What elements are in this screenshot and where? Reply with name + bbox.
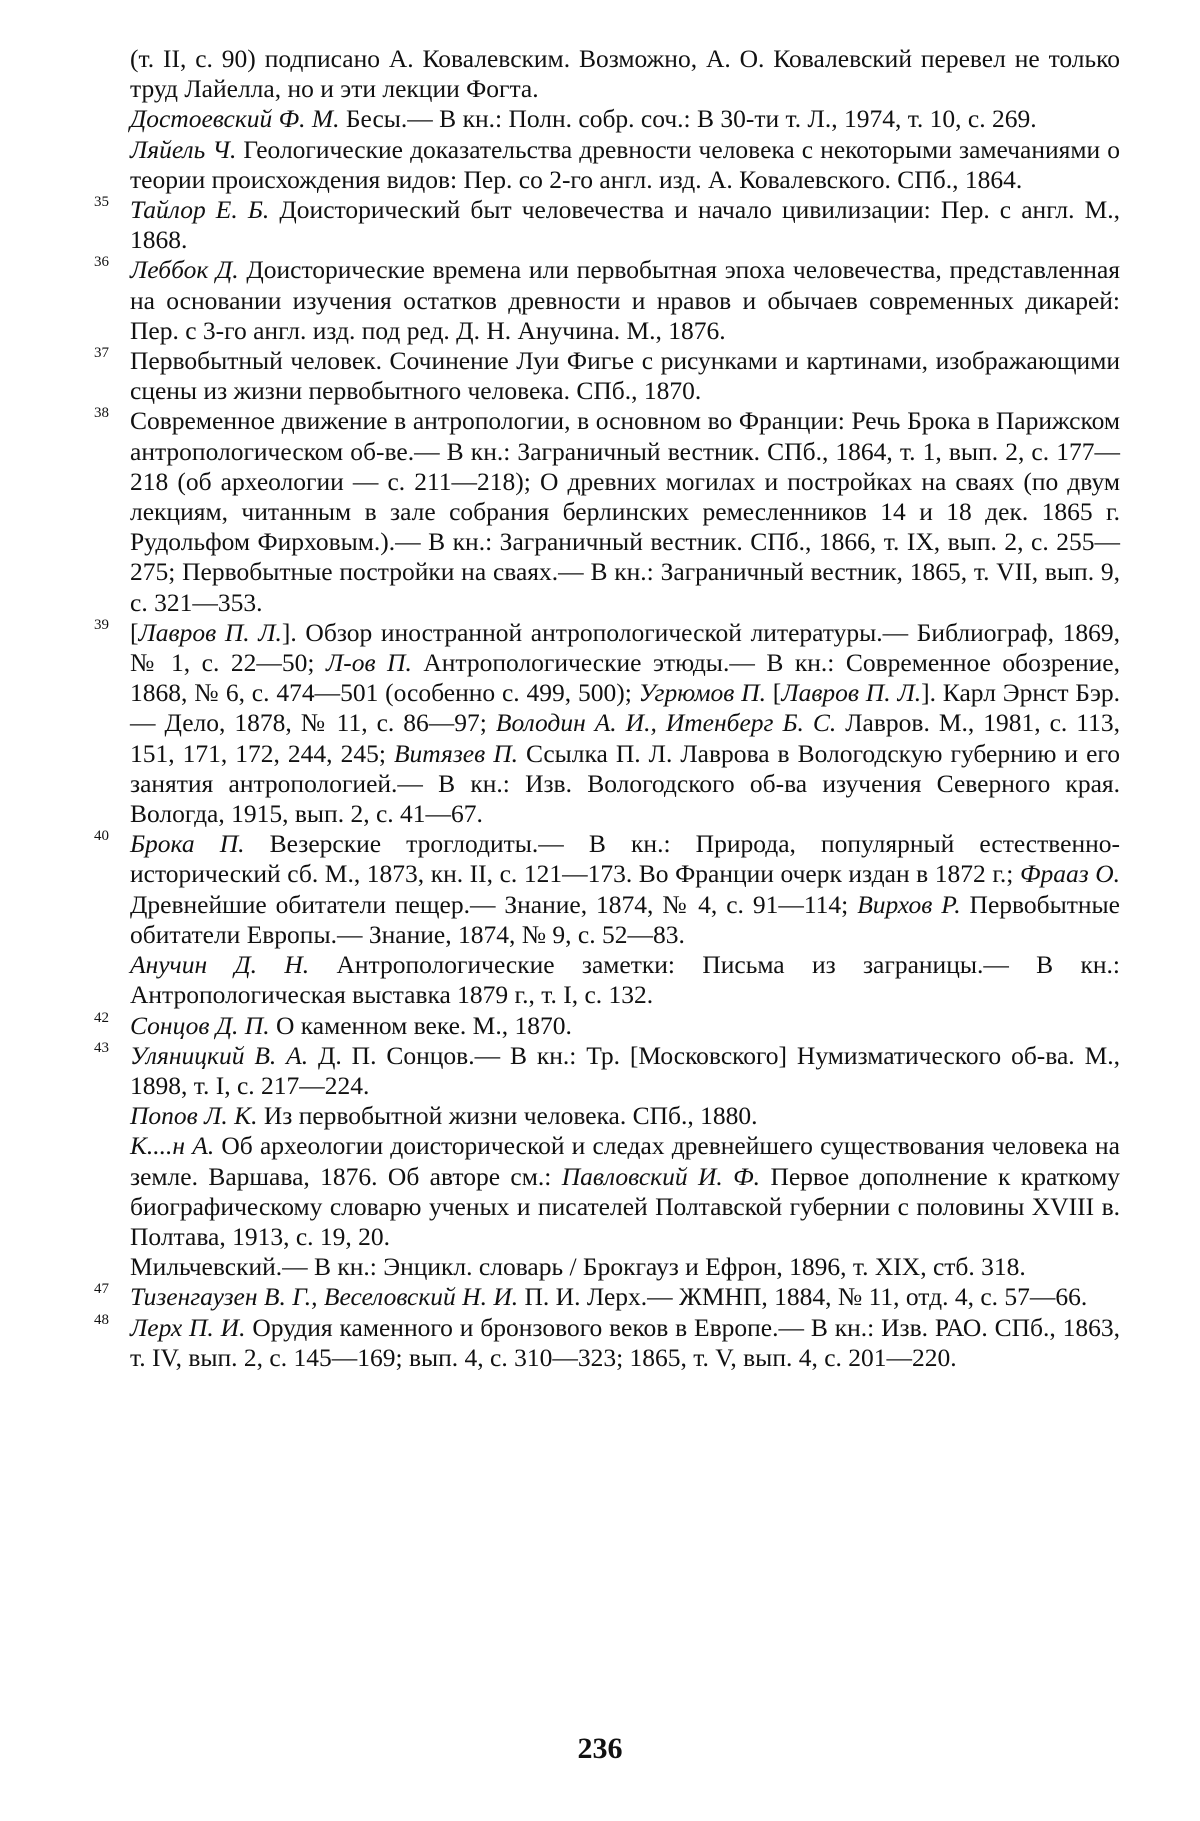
note-number: 35 xyxy=(94,194,109,211)
note-text: [ xyxy=(765,678,782,708)
note-entry xyxy=(90,829,1120,950)
note-number: 39 xyxy=(94,616,109,633)
note-number: 37 xyxy=(94,345,109,362)
bibliography-notes xyxy=(90,44,1120,1373)
note-text: Лавров. М., 1981, с. 113, 151, 171, 172, 244, 245; xyxy=(130,708,1120,768)
author-name: Анучин Д. Н. xyxy=(130,950,310,980)
note-number: 47 xyxy=(94,1281,109,1298)
author-name: Лавров П. Л. xyxy=(781,678,922,708)
author-name: Ляйель Ч. xyxy=(130,134,237,164)
author-name: Тайлор Е. Б. xyxy=(130,195,270,225)
note-text: О каменном веке. М., 1870. xyxy=(269,1010,572,1040)
note-text: Д. П. Сонцов.— В кн.: Тр. [Московского] Нумизматического об-ва. М., 1898, т. I, с. 217—224. xyxy=(130,1040,1120,1100)
note-number: 36 xyxy=(94,254,109,271)
author-name: Лавров П. Л. xyxy=(138,617,282,647)
note-text: Древнейшие обитатели пещер.— Знание, 1874, № 4, с. 91—114; xyxy=(130,889,858,919)
note-text: П. И. Лерх.— ЖМНП, 1884, № 11, отд. 4, с. 57—66. xyxy=(518,1282,1088,1312)
author-name: Угрюмов П. xyxy=(638,678,766,708)
author-name: Витязев П. xyxy=(393,738,518,768)
note-text: [ xyxy=(130,617,139,647)
note-number: 42 xyxy=(94,1009,109,1026)
note-text: Везерские троглодиты.— В кн.: Природа, популярный естественно-исторический сб. М., 1873, кн. II, с. 121—173. Во Франции очерк издан в 1872 г.; xyxy=(130,829,1120,889)
note-text: Об археологии доисторической и следах древнейшего существования человека на земле. Варшава, 1876. Об авторе см.: xyxy=(130,1131,1120,1191)
note-text: Первое дополнение к краткому биографическому словарю ученых и писателей Полтавской губернии с половины XVIII в. Полтава, 1913, с. 19, 20. xyxy=(130,1161,1120,1251)
author-name: Брока П. xyxy=(130,829,245,859)
author-name: Вирхов Р. xyxy=(857,889,961,919)
note-entry xyxy=(90,618,1120,829)
note-number: 48 xyxy=(94,1311,109,1328)
note-text: ]. Карл Эрнст Бэр.— Дело, 1878, № 11, с. 86—97; xyxy=(130,678,1121,738)
note-entry xyxy=(90,1041,1120,1101)
note-entry xyxy=(90,346,1120,406)
note-entry xyxy=(90,1282,1120,1312)
author-name: Уляницкий В. А. xyxy=(130,1040,309,1070)
note-text: Антропологические этюды.— В кн.: Современное обозрение, 1868, № 6, с. 474—501 (особенно с. 499, 500); xyxy=(130,648,1120,708)
note-entry xyxy=(90,950,1120,1010)
page-number: 236 xyxy=(577,1732,623,1765)
author-name: Лерх П. И. xyxy=(130,1312,246,1342)
note-text: Доисторические времена или первобытная эпоха человечества, представленная на основании изучения остатков древности и нравов и обычаев современных дикарей: Пер. с 3-го англ. изд. под ред. Д. Н. Анучина. М., 1876. xyxy=(130,255,1121,345)
note-text: Первобытный человек. Сочинение Луи Фигье с рисунками и картинами, изображающими сцены из жизни первобытного человека. СПб., 1870. xyxy=(130,346,1120,406)
note-text: Из первобытной жизни человека. СПб., 1880. xyxy=(257,1101,758,1131)
note-text: Первобытные обитатели Европы.— Знание, 1874, № 9, с. 52—83. xyxy=(130,889,1120,949)
note-number: 38 xyxy=(94,405,109,422)
note-entry xyxy=(90,1313,1120,1373)
note-entry xyxy=(90,255,1120,346)
author-name: Попов Л. К. xyxy=(130,1101,258,1131)
author-name: Леббок Д. xyxy=(130,255,239,285)
note-entry xyxy=(90,104,1120,134)
note-text: Антропологические заметки: Письма из заграницы.— В кн.: Антропологическая выставка 1879 г., т. I, с. 132. xyxy=(130,950,1120,1010)
note-text: Ссылка П. Л. Лаврова в Вологодскую губернию и его занятия антропологией.— В кн.: Изв. Вологодского об-ва изучения Северного края. Вологда, 1915, вып. 2, с. 41—67. xyxy=(130,738,1120,829)
note-text: Современное движение в антропологии, в основном во Франции: Речь Брока в Парижском антропологическом об-ве.— В кн.: Заграничный вестник. СПб., 1864, т. 1, вып. 2, с. 177—218 (об археологии — с. 211—218); О древних могилах и постройках на сваях (по двум лекциям, читанным в зале собрания берлинских ремесленников 14 и 18 дек. 1865 г. Рудольфом Фирховым.).— В кн.: Заграничный вестник. СПб., 1866, т. IX, вып. 2, с. 255—275; Первобытные постройки на сваях.— В кн.: Заграничный вестник, 1865, т. VII, вып. 9, с. 321—353. xyxy=(130,406,1120,617)
note-entry xyxy=(90,195,1120,255)
note-entry xyxy=(90,44,1120,104)
author-name: Тизенгаузен В. Г., Веселовский Н. И. xyxy=(130,1282,519,1312)
note-text: ]. Обзор иностранной антропологической литературы.— Библиограф, 1869, № 1, с. 22—50; xyxy=(130,617,1120,678)
note-entry xyxy=(90,135,1120,195)
note-entry xyxy=(90,1131,1120,1252)
note-text: Геологические доказательства древности человека с некоторыми замечаниями о теории происхождения видов: Пер. со 2-го англ. изд. А. Ковалевского. СПб., 1864. xyxy=(130,134,1120,194)
author-name: Павловский И. Ф. xyxy=(561,1161,761,1191)
author-name: Володин А. И., Итенберг Б. С. xyxy=(495,708,837,738)
note-entry xyxy=(90,406,1120,617)
note-text: Бесы.— В кн.: Полн. собр. соч.: В 30-ти т. Л., 1974, т. 10, с. 269. xyxy=(339,104,1037,134)
note-text: (т. II, с. 90) подписано А. Ковалевским. Возможно, А. О. Ковалевский перевел не только труд Лайелла, но и эти лекции Фогта. xyxy=(130,44,1120,104)
author-name: Фрааз О. xyxy=(1019,859,1120,889)
author-name: Достоевский Ф. М. xyxy=(130,104,340,134)
note-text: Доисторический быт человечества и начало цивилизации: Пер. с англ. М., 1868. xyxy=(130,195,1121,255)
note-entry xyxy=(90,1101,1120,1131)
author-name: Л-ов П. xyxy=(325,648,412,678)
note-number: 40 xyxy=(94,828,109,845)
author-name: К....н А. xyxy=(130,1131,215,1161)
note-text: Орудия каменного и бронзового веков в Европе.— В кн.: Изв. РАО. СПб., 1863, т. IV, вып. 2, с. 145—169; вып. 4, с. 310—323; 1865, т. V, вып. 4, с. 201—220. xyxy=(130,1312,1120,1372)
note-text: Мильчевский.— В кн.: Энцикл. словарь / Брокгауз и Ефрон, 1896, т. XIX, стб. 318. xyxy=(130,1252,1026,1282)
author-name: Сонцов Д. П. xyxy=(130,1010,270,1040)
note-number: 43 xyxy=(94,1039,109,1056)
note-entry xyxy=(90,1011,1120,1041)
note-entry xyxy=(90,1252,1120,1282)
